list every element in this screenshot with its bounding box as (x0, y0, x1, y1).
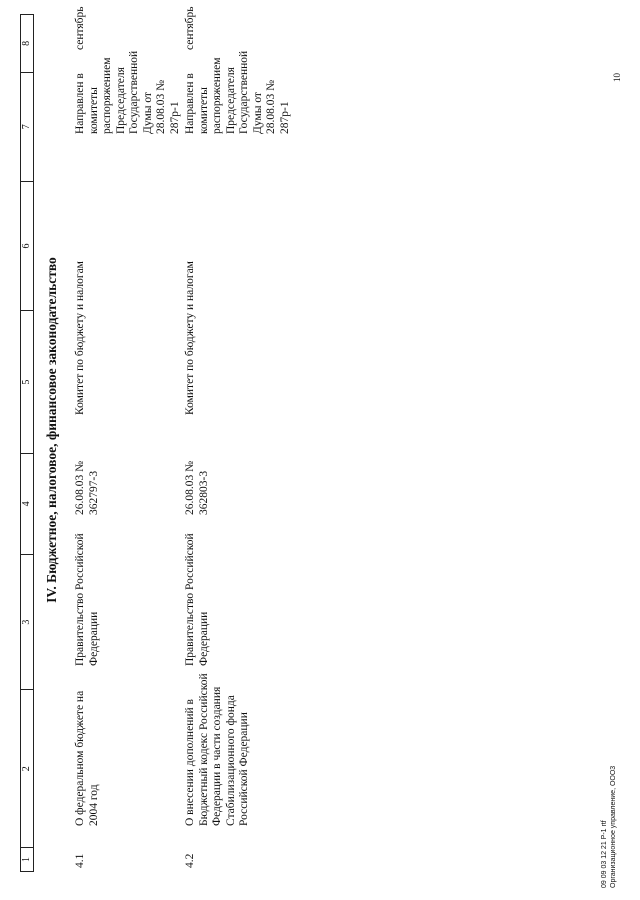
footer-file-code: 09 09 03 12 21 P-1 rtf (601, 820, 608, 888)
registration-date-number: 26.08.03 № 362803-3 (184, 460, 210, 515)
bill-initiator: Правительство Российской Федерации (74, 533, 100, 666)
footer-department: Организационное управление, ООО3 (610, 765, 617, 888)
bill-status: Направлен в комитеты распоряжением Председателя Государственной Думы от 28.08.03 № 287р-1 (184, 50, 291, 134)
section-title: IV. Бюджетное, налоговое, финансовое законодательство (44, 257, 59, 603)
bill-title: О внесении дополнений в Бюджетный кодекс Российской Федерации в части создания Стабилизационного фонда Российской Федерации (184, 673, 250, 826)
footer-file-info (600, 766, 618, 888)
registration-date-number: 26.08.03 № 362797-3 (74, 460, 100, 515)
row-number: 4.1 (74, 853, 86, 868)
consideration-term: сентябрь (74, 6, 86, 50)
bill-status: Направлен в комитеты распоряжением Председателя Государственной Думы от 28.08.03 № 287р-1 (74, 50, 181, 134)
column-number-8: 8 (21, 40, 32, 46)
bill-initiator: Правительство Российской Федерации (184, 533, 210, 666)
column-number-6: 6 (21, 181, 33, 311)
responsible-committee: Комитет по бюджету и налогам (184, 261, 196, 415)
table-row (74, 6, 181, 872)
bill-title: О федеральном бюджете на 2004 год (74, 690, 100, 826)
table-row (184, 6, 324, 872)
column-number-header (20, 14, 34, 872)
column-number-7: 7 (21, 72, 33, 181)
column-number-2: 2 (21, 689, 33, 847)
consideration-term: сентябрь (184, 6, 196, 50)
column-number-1: 1 (21, 847, 33, 871)
page-number: 10 (612, 73, 622, 82)
row-number: 4.2 (184, 853, 196, 868)
responsible-committee: Комитет по бюджету и налогам (74, 261, 86, 415)
column-number-3: 3 (21, 554, 33, 690)
column-number-5: 5 (21, 310, 33, 453)
column-number-4: 4 (21, 453, 33, 554)
